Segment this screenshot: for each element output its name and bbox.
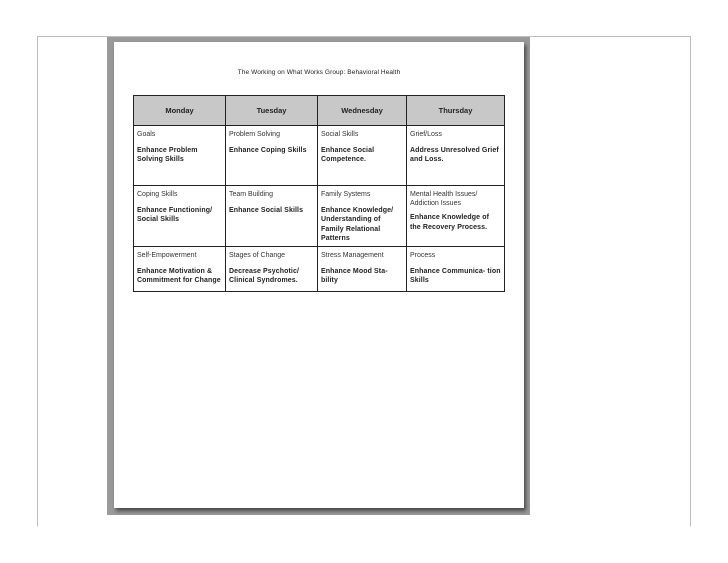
table-cell [407,247,505,292]
cell-goal: Enhance Knowledge/ Understanding of Family Relational Patterns [321,207,394,242]
cell-goal: Enhance Motivation & Commitment for Change [137,268,221,285]
document-title: The Working on What Works Group: Behavioral Health [237,69,401,76]
table-cell [226,126,318,186]
table-row [134,186,505,247]
table-cell [226,247,318,292]
table-cell [226,186,318,247]
table-cell [407,186,505,247]
cell-topic: Self-Empowerment [137,252,197,259]
table-cell [134,247,226,292]
cell-goal: Enhance Functioning/ Social Skills [137,207,213,224]
header-monday: Monday [134,96,226,126]
cell-goal: Enhance Coping Skills [229,147,307,155]
table-cell [318,247,407,292]
cell-goal: Enhance Communica- tion Skills [410,268,501,285]
cell-topic: Stress Management [321,252,384,259]
cell-topic: Coping Skills [137,191,178,198]
table-cell [134,126,226,186]
cell-goal: Enhance Knowledge of the Recovery Process. [410,214,490,231]
table-cell [318,186,407,247]
cell-goal: Enhance Social Skills [229,207,304,215]
header-tuesday: Tuesday [226,96,318,126]
cell-topic: Social Skills [321,131,359,138]
viewer-frame-right [690,36,691,526]
cell-topic: Mental Health Issues/ Addiction Issues [410,191,478,208]
header-wednesday: Wednesday [318,96,407,126]
table-cell [318,126,407,186]
cell-topic: Problem Solving [229,131,280,138]
document-page [114,42,524,508]
cell-topic: Goals [137,131,156,138]
table-row [134,126,505,186]
header-thursday: Thursday [407,96,505,126]
cell-topic: Team Building [229,191,273,198]
cell-topic: Grief/Loss [410,131,442,138]
cell-topic: Family Systems [321,191,371,198]
table-row [134,247,505,292]
cell-goal: Enhance Problem Solving Skills [137,147,198,164]
header-row [134,96,505,126]
viewer-frame-left [37,36,38,526]
cell-topic: Stages of Change [229,252,286,259]
cell-goal: Enhance Social Competence. [321,147,375,164]
table-cell [134,186,226,247]
cell-goal: Decrease Psychotic/ Clinical Syndromes. [229,268,299,285]
cell-goal: Address Unresolved Grief and Loss. [410,147,499,164]
table-cell [407,126,505,186]
cell-topic: Process [410,252,436,259]
cell-goal: Enhance Mood Sta- bility [321,268,388,285]
schedule-table [133,95,505,292]
